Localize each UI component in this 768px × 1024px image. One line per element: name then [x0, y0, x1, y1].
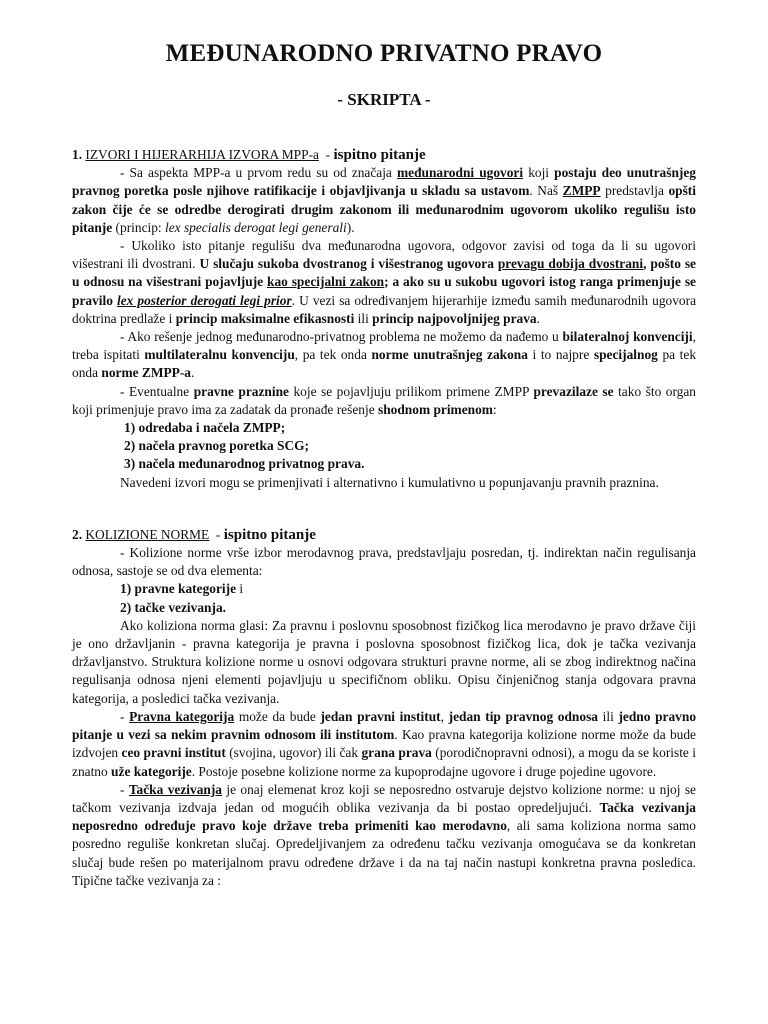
text-run: norme ZMPP-a — [101, 365, 192, 381]
text-run: koje se pojavljuju prilikom primene ZMPP — [288, 383, 534, 399]
text-run: . Kao pravna kategorija kolizione norme može da bude izdvojen — [72, 727, 696, 761]
text-run: Pravna kategorija — [129, 708, 235, 724]
section-2-paragraph-2: Ako koliziona norma glasi: Za pravnu i poslovnu sposobnost fizičkog lica merodavno je pravo države čiji je ono državljanin - pravna kategorija je pravna i poslovna sposobnost fizičkog lica, dok je tačka vezivanja državljanstvo. Struktura kolizione norme u osnovi odgovara strukturi pravne norme, ali se zbog indirektnog načina regulisanja odnosa njeni elementi pojavljuju u specifičnom obliku. Opisu činjeničnog stanja odgovara pravna kategorija, a posledici tačka vezivanja. — [72, 617, 696, 706]
section-1-number: 1. — [72, 147, 86, 162]
text-run: može da bude — [234, 708, 321, 724]
section-2-tag: ispitno pitanje — [223, 526, 316, 543]
text-run: međunarodni ugovori — [396, 165, 524, 181]
text-run: . Naš — [529, 183, 563, 199]
text-run: koji — [523, 165, 555, 181]
text-run: - Ako rešenje jednog međunarodno-privatnog problema ne možemo da nađemo u — [120, 329, 563, 345]
text-run: - — [120, 708, 130, 724]
section-spacer — [72, 492, 696, 526]
text-run: predstavlja — [600, 183, 669, 199]
text-run: norme unutrašnjeg zakona — [371, 347, 528, 363]
section-2-paragraph-3 — [72, 708, 696, 781]
section-2-paragraph-1: - Kolizione norme vrše izbor merodavnog prava, predstavljaju posredan, tj. indirektan način regulisanja odnosa, sastoje se od dva elementa: — [72, 545, 696, 579]
text-run: - Ukoliko isto pitanje regulišu dva međunarodna ugovora, odgovor zavisi od toga da li su ugovori višestrani ili dvostrani. — [72, 238, 696, 272]
text-run: . — [191, 365, 195, 381]
text-run: . Postoje posebne kolizione norme za kupoprodajne ugovore i druge pojedine ugovore. — [191, 763, 657, 779]
text-run: princip najpovoljnijeg prava — [372, 310, 537, 326]
document-subtitle: - SKRIPTA - — [337, 90, 431, 109]
text-run: 1) pravne kategorije — [120, 581, 237, 597]
text-run: prevazilaze se — [533, 383, 614, 399]
text-run: (porodičnopravni odnosi), a mogu da se koriste i znatno — [72, 745, 697, 779]
section-2-heading — [72, 526, 696, 544]
document-title: MEĐUNARODNO PRIVATNO PRAVO — [165, 40, 603, 67]
text-run: bilateralnoj konvenciji — [562, 329, 693, 345]
text-run: ceo pravni institut — [121, 745, 226, 761]
section-1-paragraph-3 — [72, 328, 696, 383]
section-1-tag: ispitno pitanje — [333, 147, 426, 163]
text-run: jedan pravni institut — [320, 708, 441, 724]
section-1-paragraph-2 — [72, 237, 696, 328]
text-run: , treba ispitati — [72, 329, 696, 363]
section-2-separator: - — [209, 526, 224, 542]
list-item: 2) tačke vezivanja. — [120, 599, 226, 615]
text-run: i to najpre — [527, 347, 594, 363]
section-2-number: 2. — [72, 526, 86, 542]
text-run: U slučaju sukoba dvostranog i višestranog ugovora — [199, 256, 498, 272]
text-run: lex specialis derogat legi generali — [165, 219, 347, 235]
text-run: ili — [597, 708, 619, 724]
text-run: grana prava — [361, 745, 432, 761]
text-run: Tačka vezivanja neposredno određuje pravo koje države treba primeniti kao merodavno — [72, 799, 696, 834]
text-run: jedan tip pravnog odnosa — [448, 708, 598, 724]
text-run: - Eventualne — [120, 383, 194, 399]
text-run: , ali sama koliziona norma samo posredno reguliše konkretan slučaj. Opredeljivanjem za određenu tačku vezivanja omogućava se da konkretan slučaj bude rešen po materijalnom pravu određene države i da na taj način nastupi konkretna pravna posledica. Tipične tačke vezivanja za : — [72, 818, 696, 888]
text-run: ZMPP — [562, 183, 601, 199]
section-1-paragraph-4 — [72, 383, 696, 419]
text-run: - Sa aspekta MPP-a u prvom redu su od značaja — [120, 165, 397, 181]
list-item: 1) odredaba i načela ZMPP; — [124, 420, 286, 436]
section-2-title: KOLIZIONE NORME — [85, 526, 210, 542]
list-item — [72, 580, 696, 598]
list-item: 3) načela međunarodnog privatnog prava. — [124, 456, 365, 472]
text-run: i — [236, 581, 244, 597]
text-run: tako što organ koji primenjuje pravo ima za zadatak da pronađe rešenje — [72, 383, 697, 417]
document-page — [72, 30, 696, 890]
text-run: opšti zakon čije će se odredbe derogirati drugim zakonom ili međunarodnim ugovorom ukoliko regulišu isto pitanje — [72, 183, 696, 235]
text-run: (princip: — [112, 219, 165, 235]
text-run: ). — [346, 219, 355, 235]
text-run: uže kategorije — [111, 763, 192, 779]
text-run: postaju deo unutrašnjeg pravnog poretka posle njihove ratifikacije i objavljivanja u skladu sa ustavom — [72, 165, 696, 199]
text-run: princip maksimalne efikasnosti — [175, 310, 355, 326]
section-1-paragraph-5: Navedeni izvori mogu se primenjivati i alternativno i kumulativno u popunjavanju pravnih praznina. — [120, 474, 659, 490]
text-run: : — [492, 401, 497, 417]
text-run: - — [120, 781, 129, 797]
section-1-title: IZVORI I HIJERARHIJA IZVORA MPP-a — [85, 147, 319, 162]
text-run: specijalnog — [593, 347, 658, 363]
text-run: je onaj elemenat kroz koji se neposredno ostvaruje dejstvo kolizione norme: u njoj se tačkom vezivanja izdvaja jedan od mogućih oblika vezivanja da bi postao opredeljujući. — [72, 781, 696, 815]
text-run: pa tek onda — [72, 347, 697, 381]
text-run: , pa tek onda — [294, 347, 372, 363]
text-run: prevagu dobija dvostrani — [497, 256, 644, 272]
text-run: . U vezi sa određivanjem hijerarhije između samih međunarodnih ugovora doktrina predlaže i — [72, 292, 697, 326]
section-1-paragraph-1 — [72, 164, 696, 237]
text-run: shodnom primenom — [378, 401, 493, 417]
text-run: ; a ako su u sukobu ugovori istog ranga primenjuje se pravilo — [72, 274, 696, 308]
section-1-separator: - — [318, 147, 334, 162]
text-run: jedno pravno pitanje u vezi sa nekim pravnim odnosom ili institutom — [72, 708, 697, 743]
text-run: ili — [354, 310, 373, 326]
text-run: kao specijalni zakon — [267, 274, 385, 290]
section-1-heading — [72, 146, 696, 164]
text-run: (svojina, ugovor) ili čak — [225, 745, 362, 761]
text-run: , — [440, 708, 449, 724]
list-item: 2) načela pravnog poretka SCG; — [124, 438, 309, 454]
text-run: Tačka vezivanja — [128, 781, 222, 797]
text-run: , pošto se u odnosu na višestrani pojavljuje — [72, 256, 696, 290]
text-run: lex posterior derogati legi prior — [116, 292, 292, 308]
text-run: pravne praznine — [193, 383, 289, 399]
text-run: . — [536, 310, 540, 326]
section-2-paragraph-4 — [72, 781, 696, 890]
text-run: multilateralnu konvenciju — [144, 347, 295, 363]
